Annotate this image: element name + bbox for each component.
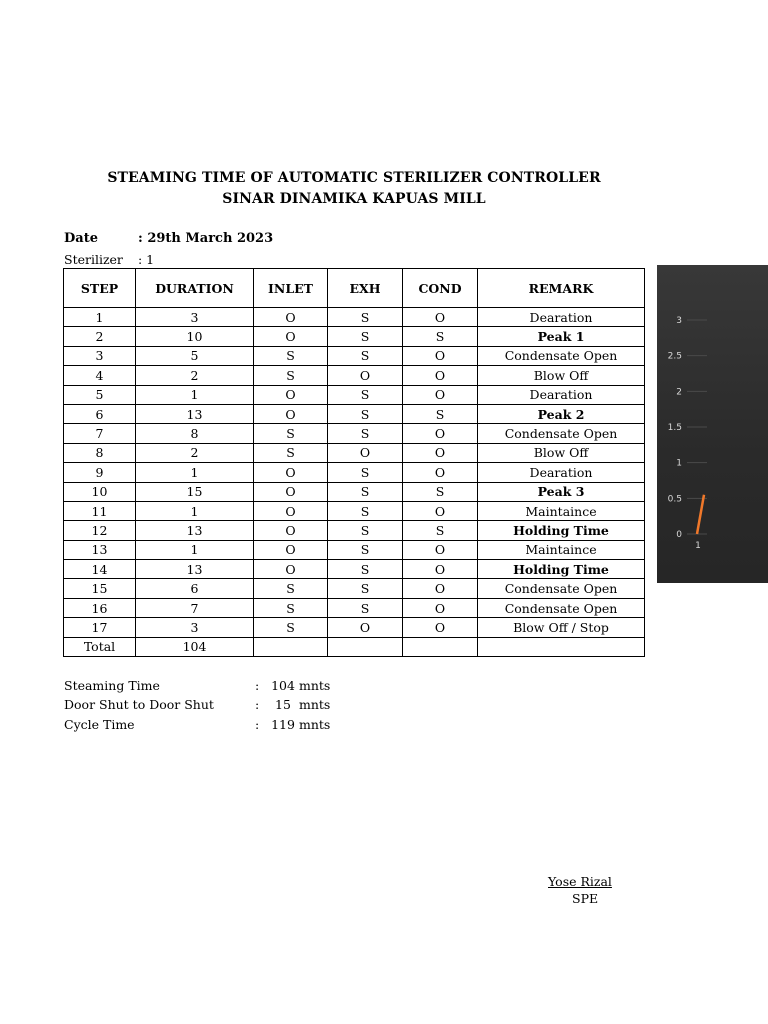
cell-inlet: O	[254, 463, 328, 482]
cell-step: 9	[64, 463, 136, 482]
table-row	[64, 618, 645, 637]
y-tick-label: 1.5	[667, 423, 682, 433]
cell-step: 5	[64, 385, 136, 404]
cell-inlet: S	[254, 346, 328, 365]
mini-chart-svg	[657, 265, 768, 583]
report-title-line1: STEAMING TIME OF AUTOMATIC STERILIZER CONTROLLER	[107, 170, 601, 186]
cell-exh: S	[328, 598, 403, 617]
series-line	[697, 495, 704, 534]
cell-remark: Maintaince	[478, 540, 645, 559]
cell-exh: O	[328, 618, 403, 637]
cell-duration: 8	[136, 424, 254, 443]
cell-cond: O	[403, 346, 478, 365]
cell-inlet: S	[254, 579, 328, 598]
cell-inlet: S	[254, 443, 328, 462]
table-row	[64, 424, 645, 443]
table-row	[64, 443, 645, 462]
cell-cond: O	[403, 540, 478, 559]
y-tick-label: 2.5	[667, 351, 682, 362]
cell-remark: Holding Time	[478, 521, 645, 540]
total-empty-cell	[403, 637, 478, 656]
table-row	[64, 579, 645, 598]
table-row	[64, 501, 645, 520]
summary-unit: mnts	[299, 697, 331, 712]
y-tick-label: 2	[676, 387, 682, 398]
cell-step: 15	[64, 579, 136, 598]
cell-cond: S	[403, 327, 478, 346]
cell-inlet: O	[254, 404, 328, 423]
cell-duration: 1	[136, 385, 254, 404]
cell-inlet: O	[254, 308, 328, 327]
cell-duration: 3	[136, 308, 254, 327]
cell-cond: O	[403, 424, 478, 443]
total-empty-cell	[254, 637, 328, 656]
cell-step: 16	[64, 598, 136, 617]
total-duration: 104	[136, 637, 254, 656]
cell-remark: Condensate Open	[478, 424, 645, 443]
table-row	[64, 540, 645, 559]
cell-remark: Dearation	[478, 463, 645, 482]
summary-colon: :	[255, 678, 260, 693]
cell-cond: O	[403, 463, 478, 482]
table-row	[64, 346, 645, 365]
cell-inlet: O	[254, 501, 328, 520]
cell-cond: O	[403, 501, 478, 520]
mini-chart	[657, 265, 768, 583]
cell-cond: O	[403, 308, 478, 327]
cell-exh: S	[328, 560, 403, 579]
date-row	[64, 231, 273, 246]
y-tick-label: 0	[676, 530, 682, 540]
summary-row	[64, 717, 330, 732]
cell-cond: O	[403, 385, 478, 404]
cell-duration: 7	[136, 598, 254, 617]
cell-exh: S	[328, 463, 403, 482]
cell-exh: O	[328, 443, 403, 462]
cell-cond: O	[403, 560, 478, 579]
cell-duration: 15	[136, 482, 254, 501]
cell-step: 8	[64, 443, 136, 462]
cell-exh: S	[328, 308, 403, 327]
cell-remark: Condensate Open	[478, 579, 645, 598]
sterilizer-row	[64, 252, 154, 267]
cell-duration: 2	[136, 366, 254, 385]
cell-duration: 13	[136, 560, 254, 579]
summary-unit: mnts	[299, 678, 331, 693]
table-row	[64, 463, 645, 482]
cell-step: 11	[64, 501, 136, 520]
summary-value: 104	[271, 678, 295, 693]
total-empty-cell	[478, 637, 645, 656]
cell-duration: 1	[136, 540, 254, 559]
y-tick-label: 3	[676, 316, 682, 326]
summary-colon: :	[255, 697, 260, 712]
header-inlet: INLET	[254, 269, 328, 308]
cell-exh: S	[328, 385, 403, 404]
summary-unit: mnts	[299, 717, 331, 732]
summary-value: 15	[275, 697, 291, 712]
cell-remark: Holding Time	[478, 560, 645, 579]
cell-step: 3	[64, 346, 136, 365]
cell-cond: O	[403, 618, 478, 637]
cell-remark: Peak 1	[478, 327, 645, 346]
cell-remark: Condensate Open	[478, 598, 645, 617]
cell-cond: O	[403, 366, 478, 385]
table-row	[64, 521, 645, 540]
sterilizer-label: Sterilizer	[64, 252, 123, 267]
summary-colon: :	[255, 717, 260, 732]
cell-inlet: O	[254, 482, 328, 501]
cell-duration: 1	[136, 463, 254, 482]
header-remark: REMARK	[478, 269, 645, 308]
cell-remark: Dearation	[478, 308, 645, 327]
cell-inlet: S	[254, 366, 328, 385]
steps-body	[64, 308, 645, 638]
table-row	[64, 404, 645, 423]
cell-remark: Condensate Open	[478, 346, 645, 365]
table-row	[64, 482, 645, 501]
cell-exh: S	[328, 579, 403, 598]
table-row	[64, 308, 645, 327]
cell-duration: 1	[136, 501, 254, 520]
cell-inlet: O	[254, 327, 328, 346]
table-row	[64, 598, 645, 617]
cell-cond: O	[403, 443, 478, 462]
cell-remark: Blow Off / Stop	[478, 618, 645, 637]
cell-exh: S	[328, 540, 403, 559]
y-tick-label: 0.5	[667, 494, 682, 505]
table-row	[64, 327, 645, 346]
cell-exh: S	[328, 346, 403, 365]
summary-row	[64, 678, 330, 693]
cell-step: 7	[64, 424, 136, 443]
header-step: STEP	[64, 269, 136, 308]
cell-remark: Blow Off	[478, 443, 645, 462]
cell-remark: Dearation	[478, 385, 645, 404]
summary-label: Door Shut to Door Shut	[64, 697, 214, 712]
signer-title: SPE	[572, 891, 599, 906]
cell-step: 4	[64, 366, 136, 385]
cell-step: 10	[64, 482, 136, 501]
date-value: : 29th March 2023	[138, 231, 274, 246]
cell-exh: S	[328, 404, 403, 423]
table-header-row	[64, 269, 645, 308]
cell-cond: O	[403, 579, 478, 598]
sterilizer-value: : 1	[138, 252, 155, 267]
cell-step: 12	[64, 521, 136, 540]
cell-duration: 13	[136, 521, 254, 540]
summary-row	[64, 697, 330, 712]
cell-step: 2	[64, 327, 136, 346]
cell-exh: S	[328, 327, 403, 346]
cell-inlet: S	[254, 618, 328, 637]
summary-value: 119	[271, 717, 295, 732]
cell-duration: 2	[136, 443, 254, 462]
table-row	[64, 366, 645, 385]
date-label: Date	[64, 231, 98, 246]
cell-duration: 5	[136, 346, 254, 365]
cell-cond: O	[403, 598, 478, 617]
signer-name: Yose Rizal	[548, 874, 612, 889]
header-exh: EXH	[328, 269, 403, 308]
header-duration: DURATION	[136, 269, 254, 308]
cell-step: 14	[64, 560, 136, 579]
cell-inlet: O	[254, 521, 328, 540]
cell-inlet: S	[254, 598, 328, 617]
cell-step: 1	[64, 308, 136, 327]
report-title-line2: SINAR DINAMIKA KAPUAS MILL	[222, 191, 486, 207]
cell-exh: S	[328, 482, 403, 501]
summary-label: Steaming Time	[64, 678, 160, 693]
cell-step: 17	[64, 618, 136, 637]
cell-duration: 3	[136, 618, 254, 637]
cell-remark: Maintaince	[478, 501, 645, 520]
cell-cond: S	[403, 482, 478, 501]
cell-inlet: S	[254, 424, 328, 443]
cell-inlet: O	[254, 385, 328, 404]
y-tick-label: 1	[676, 458, 682, 469]
table-row	[64, 560, 645, 579]
total-row	[64, 637, 645, 656]
cell-exh: O	[328, 366, 403, 385]
cell-duration: 6	[136, 579, 254, 598]
table-row	[64, 385, 645, 404]
cell-remark: Blow Off	[478, 366, 645, 385]
cell-exh: S	[328, 424, 403, 443]
cell-inlet: O	[254, 560, 328, 579]
cell-duration: 10	[136, 327, 254, 346]
summary-label: Cycle Time	[64, 717, 135, 732]
cell-step: 6	[64, 404, 136, 423]
cell-step: 13	[64, 540, 136, 559]
cell-cond: S	[403, 404, 478, 423]
cell-duration: 13	[136, 404, 254, 423]
x-tick-label: 1	[695, 541, 701, 551]
steps-table	[63, 268, 645, 657]
total-label: Total	[64, 637, 136, 656]
cell-inlet: O	[254, 540, 328, 559]
cell-exh: S	[328, 501, 403, 520]
header-cond: COND	[403, 269, 478, 308]
cell-remark: Peak 2	[478, 404, 645, 423]
total-empty-cell	[328, 637, 403, 656]
cell-exh: S	[328, 521, 403, 540]
cell-remark: Peak 3	[478, 482, 645, 501]
cell-cond: S	[403, 521, 478, 540]
